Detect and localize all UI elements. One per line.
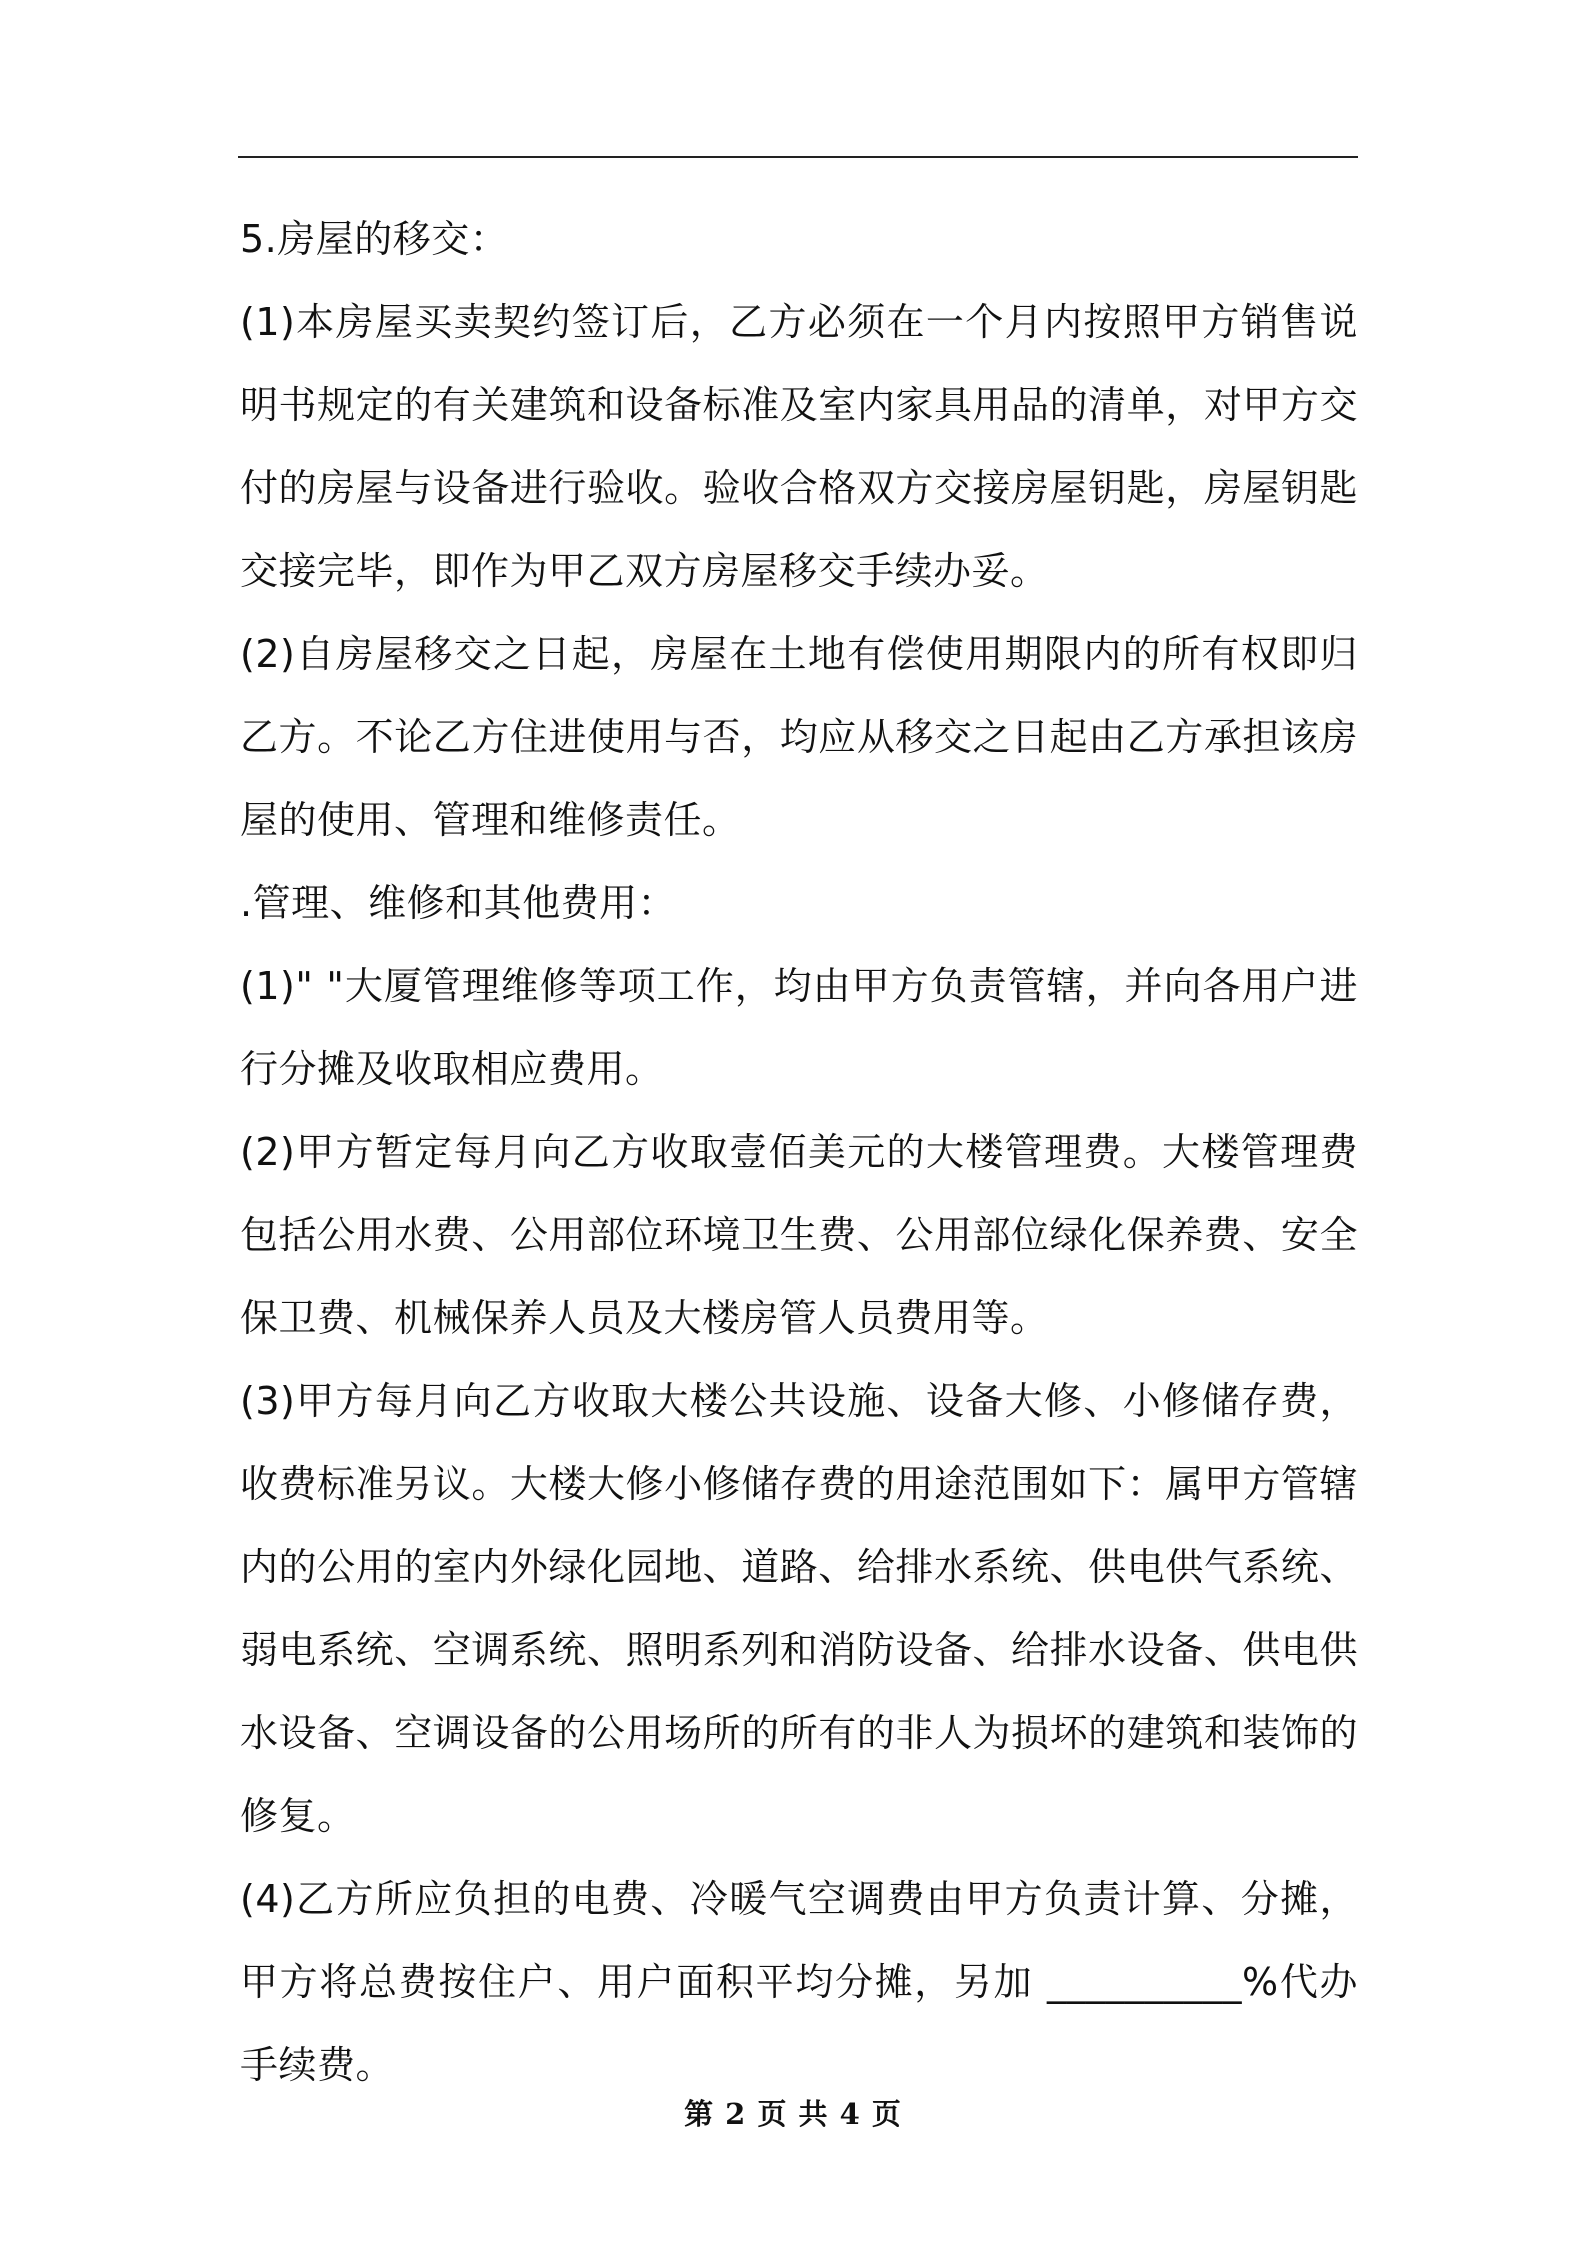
paragraph-fees-4: (4)乙方所应负担的电费、冷暖气空调费由甲方负责计算、分摊，甲方将总费按住户、用户面积平均分摊，另加 __________%代办手续费。 (240, 1877, 1358, 2087)
paragraph-fees-1: (1)" "大厦管理维修等项工作，均由甲方负责管辖，并向各用户进行分摊及收取相应费用。 (240, 964, 1358, 1091)
document-body (240, 198, 1358, 2107)
page-number: 第 2 页 共 4 页 (684, 2097, 902, 2131)
section-heading-fees: .管理、维修和其他费用： (240, 881, 677, 925)
paragraph-handover-1: (1)本房屋买卖契约签订后，乙方必须在一个月内按照甲方销售说明书规定的有关建筑和设备标准及室内家具用品的清单，对甲方交付的房屋与设备进行验收。验收合格双方交接房屋钥匙，房屋钥匙交接完毕，即作为甲乙双方房屋移交手续办妥。 (240, 300, 1358, 593)
header-rule (238, 156, 1358, 158)
paragraph-fees-3: (3)甲方每月向乙方收取大楼公共设施、设备大修、小修储存费，收费标准另议。大楼大修小修储存费的用途范围如下：属甲方管辖内的公用的室内外绿化园地、道路、给排水系统、供电供气系统、弱电系统、空调系统、照明系列和消防设备、给排水设备、供电供水设备、空调设备的公用场所的所有的非人为损坏的建筑和装饰的修复。 (240, 1379, 1358, 1838)
section-heading-handover: 5.房屋的移交： (240, 217, 509, 261)
paragraph-handover-2: (2)自房屋移交之日起，房屋在土地有偿使用期限内的所有权即归乙方。不论乙方住进使用与否，均应从移交之日起由乙方承担该房屋的使用、管理和维修责任。 (240, 632, 1358, 842)
paragraph-fees-2: (2)甲方暂定每月向乙方收取壹佰美元的大楼管理费。大楼管理费包括公用水费、公用部位环境卫生费、公用部位绿化保养费、安全保卫费、机械保养人员及大楼房管人员费用等。 (240, 1130, 1358, 1340)
